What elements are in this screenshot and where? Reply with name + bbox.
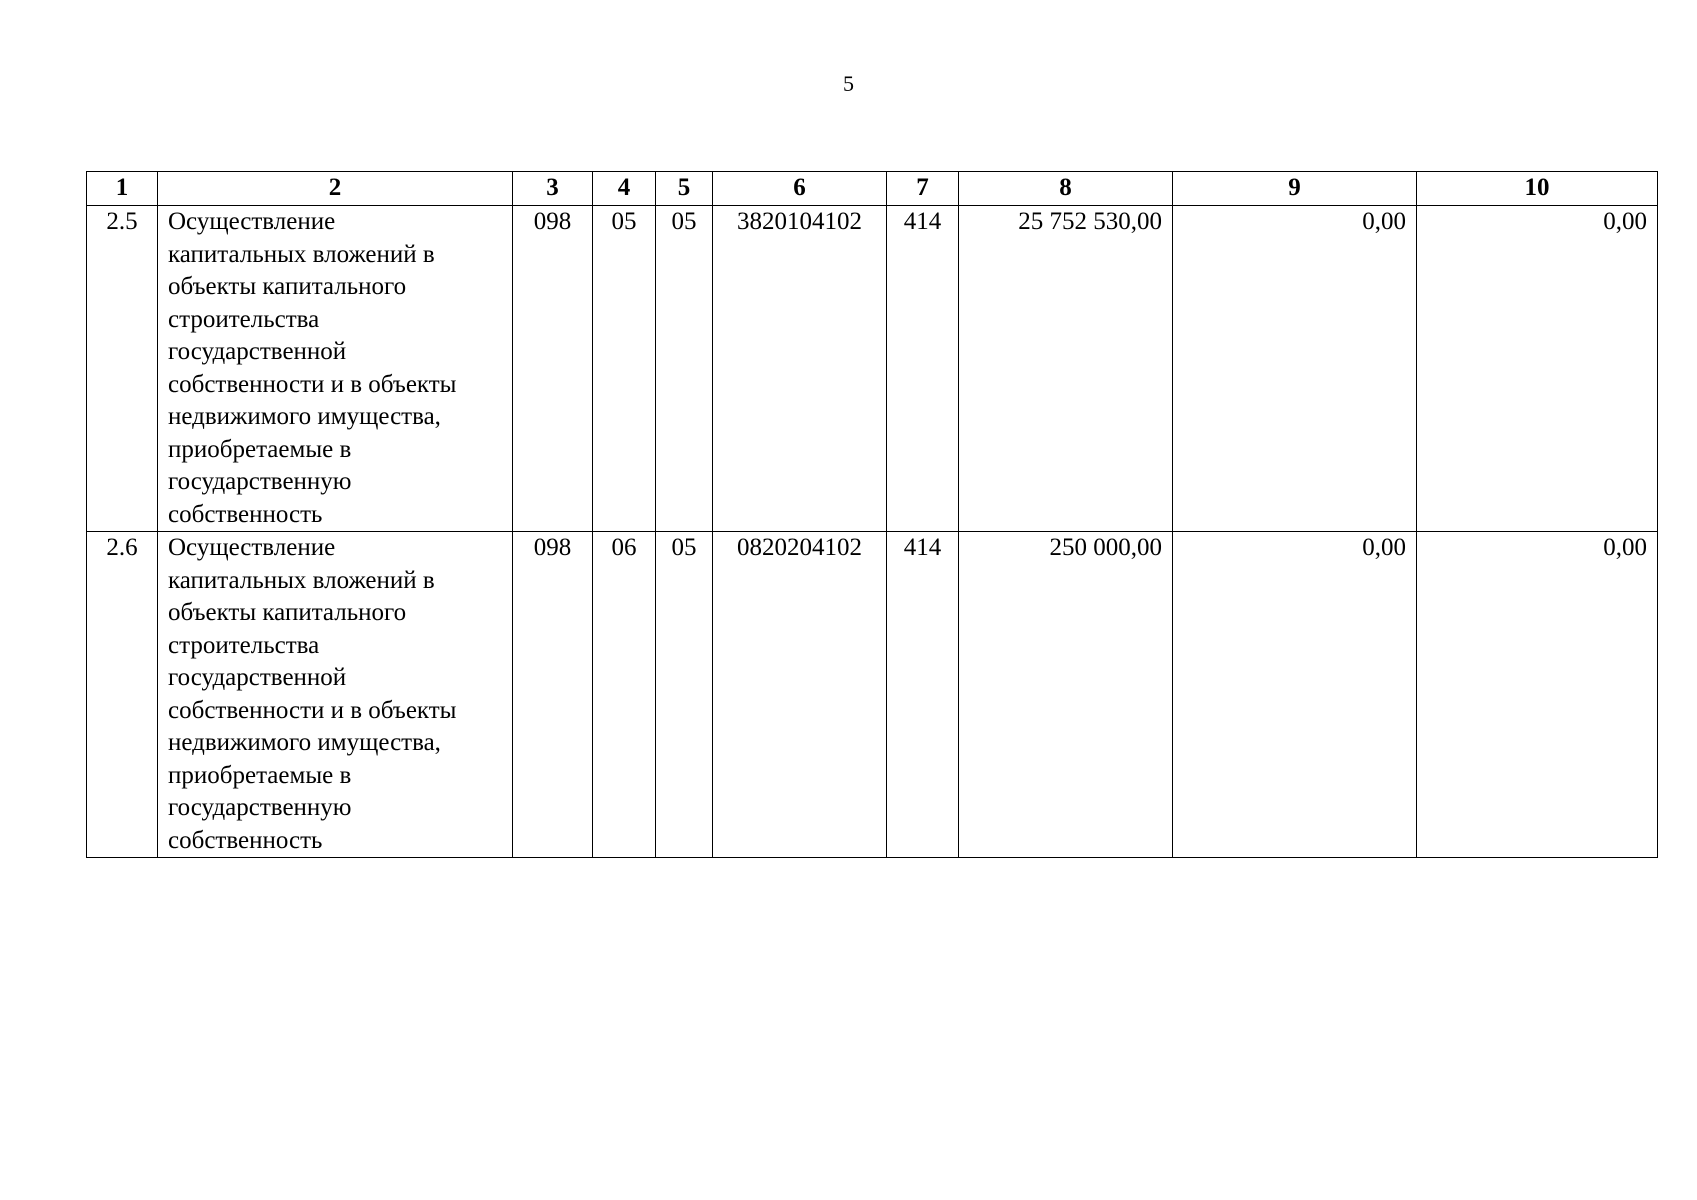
description-line: объекты капитального	[168, 599, 407, 626]
description-line: Осуществление	[168, 208, 336, 235]
amount-cell-col9: 0,00	[1173, 532, 1417, 858]
column-header: 1	[87, 172, 158, 206]
description-line: строительства	[168, 305, 320, 333]
description-line: собственность	[168, 826, 323, 854]
column-header: 9	[1173, 172, 1417, 206]
row-description	[158, 206, 513, 532]
description-line: капитальных вложений в	[168, 566, 435, 594]
row-description	[158, 532, 513, 858]
column-header: 2	[158, 172, 513, 206]
description-line: государственную	[168, 468, 352, 495]
expense-type-cell: 414	[887, 206, 959, 532]
table-header-row	[87, 172, 1658, 206]
subsection-code-cell: 05	[656, 206, 713, 532]
description-line: капитальных вложений в	[168, 240, 435, 268]
section-code-cell: 06	[593, 532, 656, 858]
expense-type-cell: 414	[887, 532, 959, 858]
description-line: недвижимого имущества,	[168, 403, 441, 430]
subsection-code-cell: 05	[656, 532, 713, 858]
description-line: собственности и в объекты	[168, 696, 457, 724]
description-line: Осуществление	[168, 534, 336, 561]
amount-cell-col8: 25 752 530,00	[959, 206, 1173, 532]
target-article-cell: 0820204102	[713, 532, 887, 858]
description-line: государственную	[168, 794, 352, 821]
description-line: собственность	[168, 500, 323, 528]
column-header: 5	[656, 172, 713, 206]
amount-cell-col9: 0,00	[1173, 206, 1417, 532]
column-header: 8	[959, 172, 1173, 206]
description-line: собственности и в объекты	[168, 370, 457, 398]
description-line: государственной	[168, 664, 347, 691]
section-code-cell: 05	[593, 206, 656, 532]
row-number: 2.5	[87, 206, 158, 532]
row-number: 2.6	[87, 532, 158, 858]
description-line: объекты капитального	[168, 273, 407, 300]
target-article-cell: 3820104102	[713, 206, 887, 532]
description-line: строительства	[168, 631, 320, 659]
admin-code-cell: 098	[513, 532, 593, 858]
table-row	[87, 206, 1658, 532]
page-number: 5	[843, 71, 854, 96]
amount-cell-col8: 250 000,00	[959, 532, 1173, 858]
description-line: государственной	[168, 338, 347, 365]
column-header: 10	[1417, 172, 1658, 206]
column-header: 6	[713, 172, 887, 206]
admin-code-cell: 098	[513, 206, 593, 532]
column-header: 4	[593, 172, 656, 206]
budget-table	[86, 171, 1658, 858]
description-line: приобретаемые в	[168, 435, 352, 463]
amount-cell-col10: 0,00	[1417, 206, 1658, 532]
column-header: 7	[887, 172, 959, 206]
amount-cell-col10: 0,00	[1417, 532, 1658, 858]
table-row	[87, 532, 1658, 858]
column-header: 3	[513, 172, 593, 206]
description-line: приобретаемые в	[168, 761, 352, 789]
description-line: недвижимого имущества,	[168, 729, 441, 756]
